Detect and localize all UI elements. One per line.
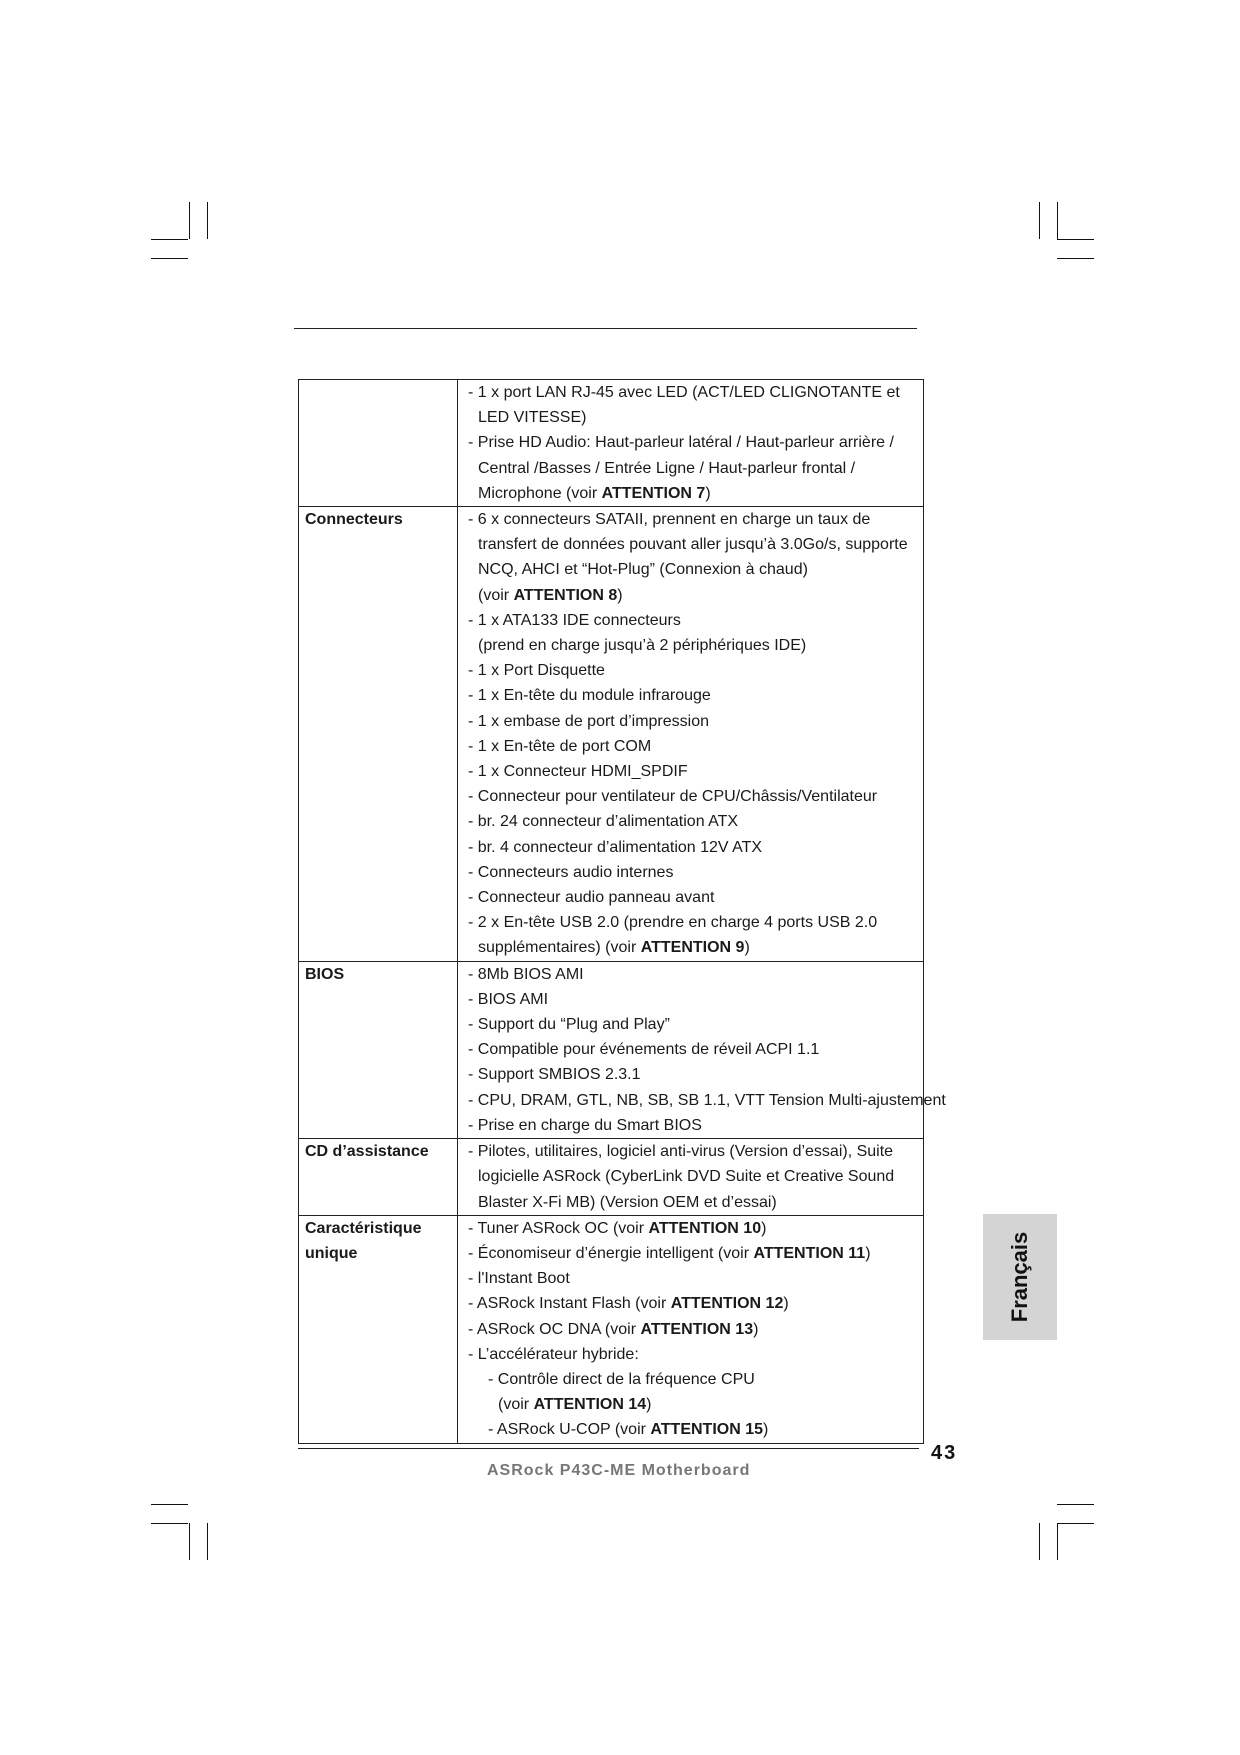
- header-rule: [294, 328, 917, 329]
- spec-item-text: - Tuner ASRock OC (voir: [468, 1219, 649, 1237]
- spec-item-text: - 1 x En-tête du module infrarouge: [468, 687, 711, 705]
- spec-item-line: [468, 1037, 923, 1062]
- spec-item-text: - ASRock U-COP (voir: [488, 1421, 651, 1439]
- spec-item-line: [468, 557, 923, 582]
- spec-item-line: [468, 405, 923, 430]
- spec-item-text: Central /Basses / Entrée Ligne / Haut-parleur frontal /: [478, 459, 856, 477]
- spec-item-text: - 2 x En-tête USB 2.0 (prendre en charge 4 ports USB 2.0: [468, 914, 878, 932]
- spec-item-text: - Prise HD Audio: Haut-parleur latéral / Haut-parleur arrière /: [468, 434, 894, 452]
- spec-row-items: [458, 507, 924, 962]
- spec-item-line: [468, 1190, 923, 1215]
- spec-table: [298, 379, 946, 1444]
- spec-item-text: - CPU, DRAM, GTL, NB, SB, SB 1.1, VTT Tension Multi-ajustement: [468, 1091, 946, 1109]
- spec-item-text: - Compatible pour événements de réveil ACPI 1.1: [468, 1041, 820, 1059]
- spec-item-line: [468, 583, 923, 608]
- spec-row: [299, 1215, 924, 1443]
- spec-item-text: ): [744, 939, 750, 957]
- spec-item-text: - Connecteur pour ventilateur de CPU/Châssis/Ventilateur: [468, 788, 878, 806]
- spec-item-line: [468, 860, 923, 885]
- spec-item-text: ): [646, 1396, 652, 1414]
- spec-item-text: - l'Instant Boot: [468, 1270, 570, 1288]
- spec-item-text: - Support SMBIOS 2.3.1: [468, 1066, 641, 1084]
- spec-item-text: - L’accélérateur hybride:: [468, 1345, 639, 1363]
- attention-ref: ATTENTION 9: [640, 939, 745, 957]
- spec-item-text: - br. 24 connecteur d’alimentation ATX: [468, 813, 739, 831]
- spec-item-text: - 1 x embase de port d’impression: [468, 712, 709, 730]
- spec-item-line: [468, 835, 923, 860]
- spec-item-text: - Contrôle direct de la fréquence CPU: [488, 1370, 755, 1388]
- spec-item-line: [468, 1113, 923, 1138]
- spec-item-text: - 1 x ATA133 IDE connecteurs: [468, 611, 681, 629]
- spec-row-label: [299, 1139, 458, 1216]
- spec-item-text: - Connecteurs audio internes: [468, 863, 674, 881]
- spec-item-line: [468, 380, 923, 405]
- spec-item-text: Blaster X-Fi MB) (Version OEM et d’essai): [478, 1193, 777, 1211]
- spec-item-line: [468, 1164, 923, 1189]
- spec-label-line: unique: [305, 1244, 358, 1262]
- spec-row-label: [299, 380, 458, 507]
- spec-item-line: [468, 1012, 923, 1037]
- spec-item-text: NCQ, AHCI et “Hot-Plug” (Connexion à chaud): [478, 561, 808, 579]
- spec-item-text: - Connecteur audio panneau avant: [468, 889, 715, 907]
- spec-item-line: [468, 1392, 923, 1417]
- spec-item-line: [468, 658, 923, 683]
- spec-item-text: ): [705, 484, 711, 502]
- attention-ref: ATTENTION 15: [650, 1421, 764, 1439]
- spec-item-line: [468, 1342, 923, 1367]
- spec-item-text: - 1 x Port Disquette: [468, 662, 605, 680]
- spec-item-line: [468, 935, 923, 960]
- spec-label-line: Connecteurs: [305, 511, 403, 529]
- spec-row: [299, 507, 924, 962]
- spec-item-text: - Prise en charge du Smart BIOS: [468, 1116, 702, 1134]
- spec-item-line: [468, 734, 923, 759]
- spec-item-text: - BIOS AMI: [468, 990, 549, 1008]
- spec-label-line: CD d’assistance: [305, 1143, 429, 1161]
- spec-row: [299, 961, 924, 1138]
- spec-row-items: [458, 380, 924, 507]
- spec-item-line: [468, 1417, 923, 1442]
- spec-row-items: [458, 961, 946, 1138]
- spec-item-text: - Support du “Plug and Play”: [468, 1016, 670, 1034]
- spec-item-text: ): [617, 586, 623, 604]
- spec-item-line: [468, 633, 923, 658]
- spec-row: [299, 1139, 924, 1216]
- spec-item-line: [468, 759, 923, 784]
- spec-item-text: - 8Mb BIOS AMI: [468, 965, 584, 983]
- spec-item-text: ): [763, 1421, 769, 1439]
- language-tab: [983, 1214, 1057, 1340]
- page-number: 43: [931, 1442, 958, 1464]
- spec-item-line: [468, 507, 923, 532]
- spec-item-text: transfert de données pouvant aller jusqu’à 3.0Go/s, supporte: [478, 536, 908, 554]
- spec-item-text: - ASRock Instant Flash (voir: [468, 1295, 671, 1313]
- attention-ref: ATTENTION 11: [753, 1244, 866, 1262]
- spec-item-text: - 1 x Connecteur HDMI_SPDIF: [468, 763, 688, 781]
- attention-ref: ATTENTION 12: [670, 1295, 784, 1313]
- spec-item-text: - br. 4 connecteur d’alimentation 12V ATX: [468, 838, 763, 856]
- spec-item-line: [468, 1062, 923, 1087]
- spec-item-line: [468, 481, 923, 506]
- spec-item-text: Microphone (voir: [478, 484, 602, 502]
- spec-row-label: [299, 507, 458, 962]
- spec-item-text: - ASRock OC DNA (voir: [468, 1320, 641, 1338]
- language-tab-label: Français: [1007, 1231, 1032, 1323]
- spec-item-line: [468, 784, 923, 809]
- spec-item-line: [468, 608, 923, 633]
- spec-item-line: [468, 885, 923, 910]
- spec-item-line: [468, 1216, 923, 1241]
- spec-item-line: [468, 1266, 923, 1291]
- spec-item-line: [468, 910, 923, 935]
- spec-item-line: [468, 430, 923, 455]
- spec-row-label: [299, 1215, 458, 1443]
- spec-label-line: Caractéristique: [305, 1219, 422, 1237]
- spec-item-text: ): [783, 1295, 789, 1313]
- spec-item-line: [468, 1317, 923, 1342]
- spec-item-line: [468, 709, 923, 734]
- spec-item-text: ): [753, 1320, 759, 1338]
- spec-item-line: [468, 532, 923, 557]
- spec-row-label: [299, 961, 458, 1138]
- spec-label-line: BIOS: [305, 965, 345, 983]
- spec-item-line: [468, 809, 923, 834]
- attention-ref: ATTENTION 8: [513, 586, 618, 604]
- spec-row-items: [458, 1215, 924, 1443]
- spec-item-line: [468, 962, 923, 987]
- attention-ref: ATTENTION 10: [648, 1219, 762, 1237]
- attention-ref: ATTENTION 14: [533, 1396, 647, 1414]
- spec-item-text: - Économiseur d’énergie intelligent (voir: [468, 1244, 754, 1262]
- spec-item-text: (voir: [498, 1396, 534, 1414]
- spec-item-line: [468, 456, 923, 481]
- spec-item-line: [468, 987, 923, 1012]
- spec-row: [299, 380, 924, 507]
- spec-item-line: [468, 1367, 923, 1392]
- spec-item-text: supplémentaires) (voir: [478, 939, 641, 957]
- spec-item-line: [468, 1241, 923, 1266]
- spec-item-line: [468, 1139, 923, 1164]
- spec-item-text: - 1 x En-tête de port COM: [468, 737, 652, 755]
- spec-item-text: ): [865, 1244, 871, 1262]
- spec-item-line: [468, 683, 923, 708]
- attention-ref: ATTENTION 7: [601, 484, 706, 502]
- spec-item-line: [468, 1088, 946, 1113]
- spec-item-text: ): [761, 1219, 767, 1237]
- spec-item-text: (prend en charge jusqu’à 2 périphériques IDE): [478, 637, 807, 655]
- spec-item-text: - Pilotes, utilitaires, logiciel anti-virus (Version d’essai), Suite: [468, 1143, 894, 1161]
- spec-row-items: [458, 1139, 924, 1216]
- attention-ref: ATTENTION 13: [640, 1320, 754, 1338]
- footer-rule: [298, 1448, 919, 1449]
- spec-item-text: logicielle ASRock (CyberLink DVD Suite et Creative Sound: [478, 1168, 895, 1186]
- spec-item-line: [468, 1291, 923, 1316]
- spec-item-text: (voir: [478, 586, 514, 604]
- spec-item-text: - 6 x connecteurs SATAII, prennent en charge un taux de: [468, 511, 871, 529]
- footer-title: ASRock P43C-ME Motherboard: [487, 1462, 751, 1479]
- spec-item-text: LED VITESSE): [478, 409, 587, 427]
- spec-item-text: - 1 x port LAN RJ-45 avec LED (ACT/LED CLIGNOTANTE et: [468, 384, 900, 401]
